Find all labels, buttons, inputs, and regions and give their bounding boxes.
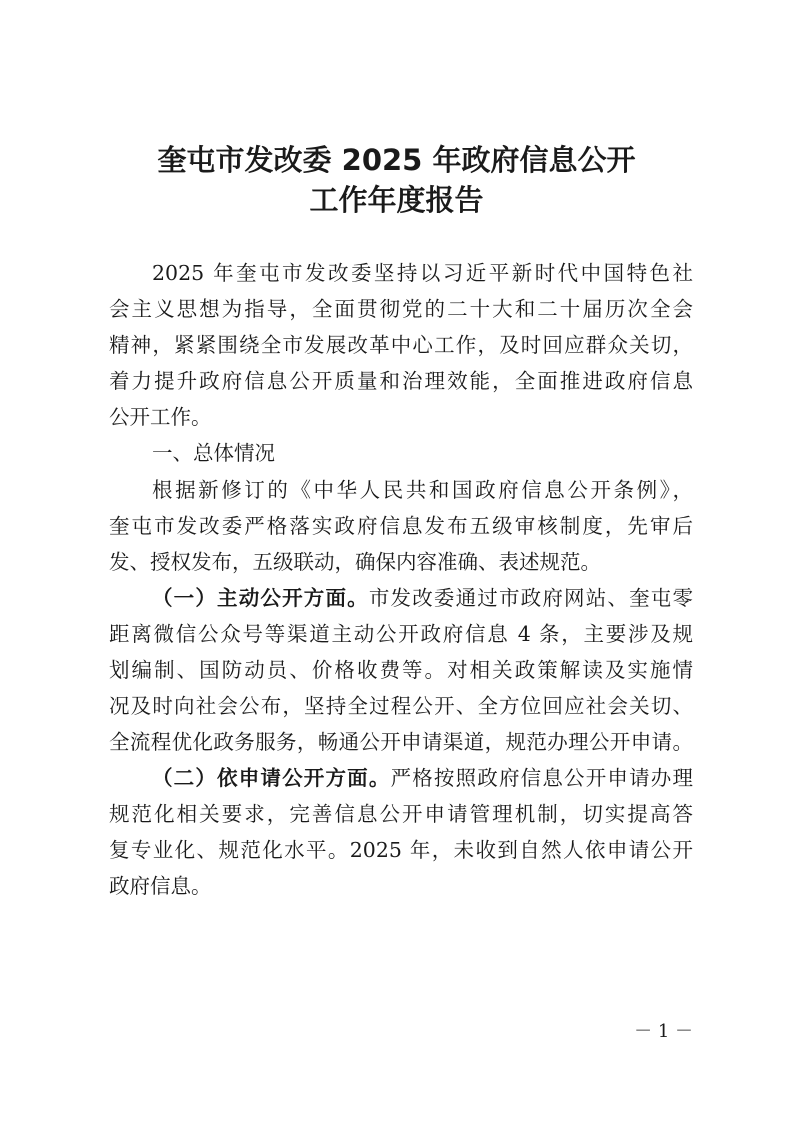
intro-line-2: 会主义思想为指导，全面贯彻党的二十大和二十届历次全会	[109, 297, 693, 321]
sub1-line-1-text: 市发改委通过市政府网站、奎屯零	[368, 586, 693, 610]
sub2-line-1-text: 严格按照政府信息公开申请办理	[390, 766, 693, 790]
sub1-label: （一）主动公开方面。	[152, 586, 369, 610]
title-line-2: 工作年度报告	[309, 183, 484, 217]
section1-line-3: 发、授权发布，五级联动，确保内容准确、表述规范。	[109, 550, 601, 574]
sub1-line-5: 全流程优化政务服务，畅通公开申请渠道，规范办理公开申请。	[109, 730, 693, 754]
page-number: － 1 －	[634, 1021, 693, 1042]
sub2-line-2: 规范化相关要求，完善信息公开申请管理机制，切实提高答	[109, 802, 693, 826]
sub1-line-3: 划编制、国防动员、价格收费等。对相关政策解读及实施情	[109, 658, 693, 682]
intro-line-5: 公开工作。	[109, 405, 212, 429]
intro-line-3: 精神，紧紧围绕全市发展改革中心工作，及时回应群众关切，	[109, 333, 693, 357]
sub2-line-4: 政府信息。	[109, 874, 212, 898]
sub1-line-1	[152, 583, 693, 613]
section1-line-2: 奎屯市发改委严格落实政府信息发布五级审核制度，先审后	[109, 514, 693, 538]
sub2-label: （二）依申请公开方面。	[152, 766, 391, 790]
section-heading: 一、总体情况	[152, 441, 275, 465]
title-line-1: 奎屯市发改委 2025 年政府信息公开	[157, 143, 636, 177]
sub1-line-4: 况及时向社会公布，坚持全过程公开、全方位回应社会关切、	[109, 694, 693, 718]
section1-line-1: 根据新修订的《中华人民共和国政府信息公开条例》，	[152, 478, 693, 502]
intro-line-1: 2025 年奎屯市发改委坚持以习近平新时代中国特色社	[152, 261, 693, 285]
sub2-line-1	[152, 763, 693, 793]
sub1-line-2: 距离微信公众号等渠道主动公开政府信息 4 条，主要涉及规	[109, 622, 693, 646]
sub2-line-3: 复专业化、规范化水平。2025 年，未收到自然人依申请公开	[109, 838, 693, 862]
intro-line-4: 着力提升政府信息公开质量和治理效能，全面推进政府信息	[109, 369, 693, 393]
